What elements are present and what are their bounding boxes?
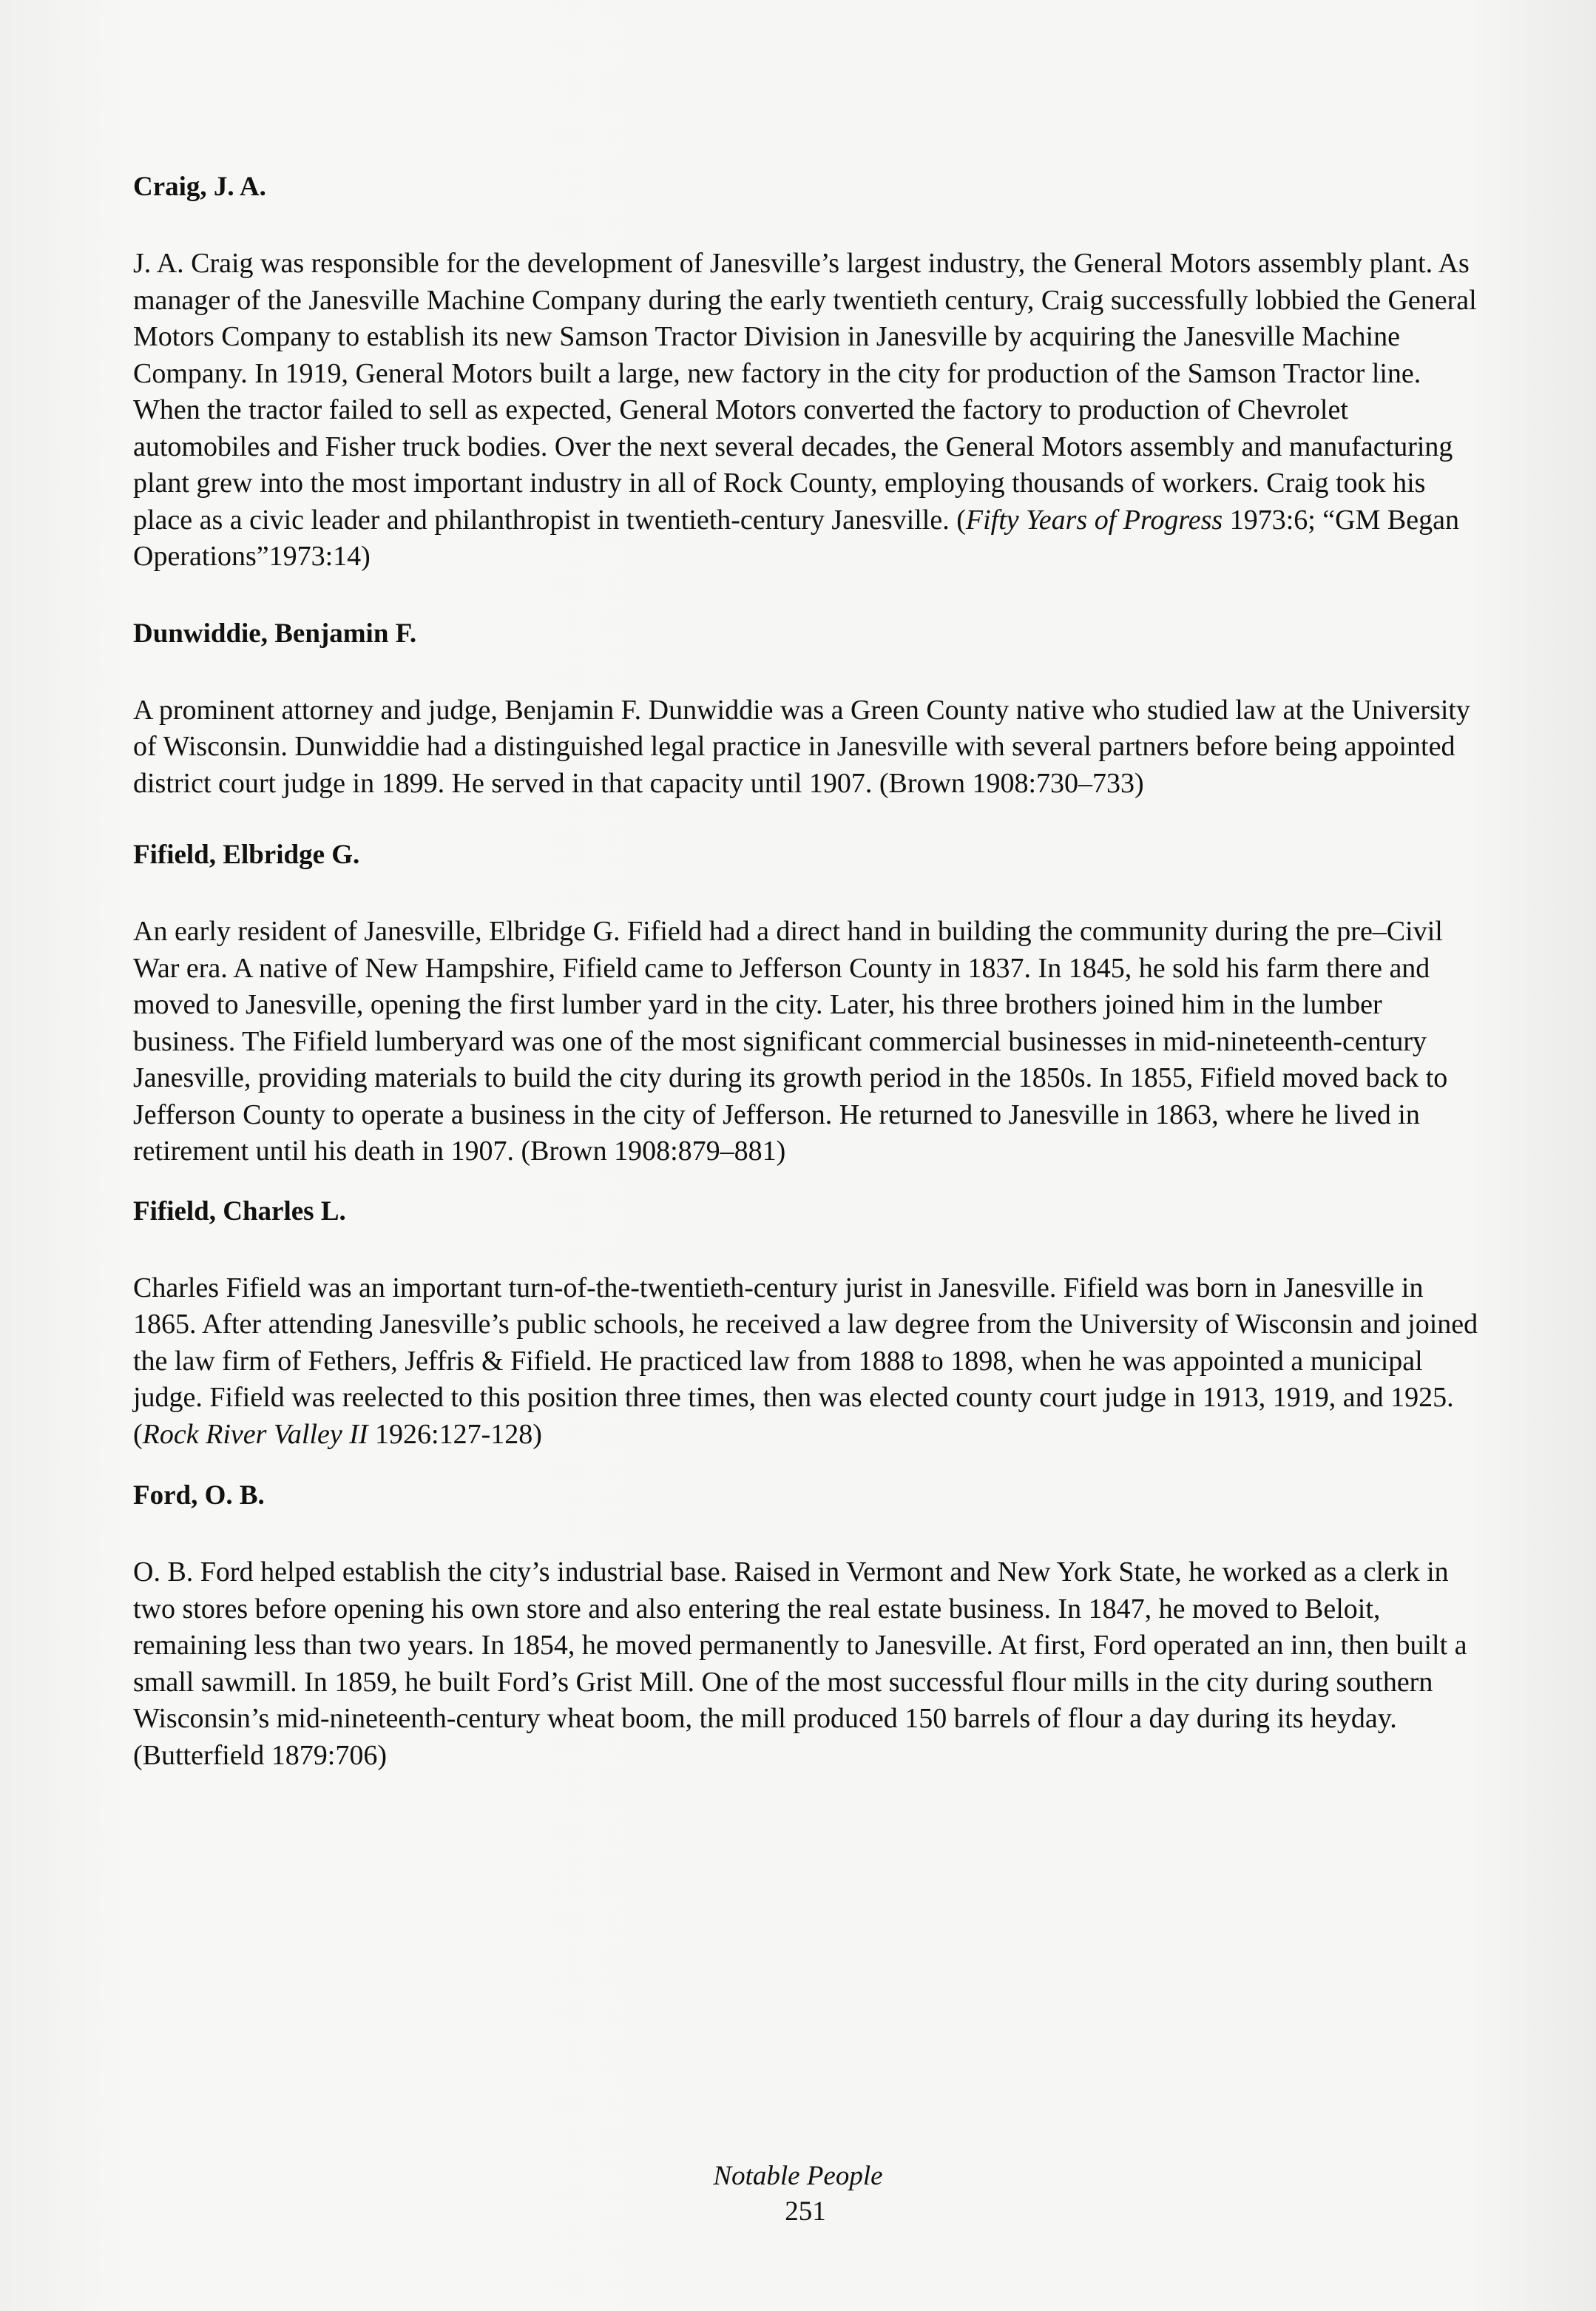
page-footer [0,2159,1596,2230]
entry-ford [133,1477,1479,1774]
entry-text: J. A. Craig was responsible for the development of Janesville’s largest industry, the General Motors assembly plant. As manager of the Janesville Machine Company during the early twentieth century, Craig successfully lobbied the General Motors Company to establish its new Samson Tractor Division in Janesville by acquiring the Janesville Machine Company. In 1919, General Motors built a large, new factory in the city for production of the Samson Tractor line. When the tractor failed to sell as expected, General Motors converted the factory to production of Chevrolet automobiles and Fisher truck bodies. Over the next several decades, the General Motors assembly and manufacturing plant grew into the most important industry in all of Rock County, employing thousands of workers. Craig took his place as a civic leader and philanthropist in twentieth-century Janesville. ( [133,248,1477,536]
citation-title: Rock River Valley II [142,1418,368,1450]
entry-body: An early resident of Janesville, Elbridge G. Fifield had a direct hand in building the community during the pre–Civil War era. A native of New Hampshire, Fifield came to Jefferson County in 1837. In 1845, he sold his farm there and moved to Janesville, opening the first lumber yard in the city. Later, his three brothers joined him in the lumber business. The Fifield lumberyard was one of the most significant commercial businesses in mid-nineteenth-century Janesville, providing materials to build the city during its growth period in the 1850s. In 1855, Fifield moved back to Jefferson County to operate a business in the city of Jefferson. He returned to Janesville in 1863, where he lived in retirement until his death in 1907. (Brown 1908:879–881) [133,916,1448,1167]
entry-heading: Fifield, Elbridge G. [133,840,360,870]
entry-heading: Fifield, Charles L. [133,1195,346,1227]
entry-body [133,1270,1479,1454]
entry-dunwiddie [133,615,1479,803]
entry-body [133,246,1479,576]
entry-heading: Ford, O. B. [133,1480,265,1511]
entry-text: Charles Fifield was an important turn-of-the-twentieth-century jurist in Janesville. Fifield was born in Janesville in 1865. After attending Janesville’s public schools, he received a law degree from the University of Wisconsin and joined the law firm of Fethers, Jeffris & Fifield. He practiced law from 1888 to 1898, when he was appointed a municipal judge. Fifield was reelected to this position three times, then was elected county court judge in 1913, 1919, and 1925. ( [133,1272,1478,1450]
page-number: 251 [785,2196,826,2227]
citation-title: Fifty Years of Progress [965,504,1223,536]
entries-column [133,169,1479,1774]
entry-text: 1973:6; “GM Began Operations”1973:14) [133,504,1459,572]
entry-heading: Craig, J. A. [133,172,266,202]
entry-craig [133,169,1479,576]
entry-heading: Dunwiddie, Benjamin F. [133,618,417,649]
footer-section-title: Notable People [713,2161,883,2191]
entry-text: 1926:127-128) [368,1418,542,1450]
entry-fifield-charles [133,1193,1479,1454]
entry-body: A prominent attorney and judge, Benjamin F. Dunwiddie was a Green County native who studied law at the University of Wisconsin. Dunwiddie had a distinguished legal practice in Janesville with several partners before being appointed district court judge in 1899. He served in that capacity until 1907. (Brown 1908:730–733) [133,694,1470,799]
entry-body: O. B. Ford helped establish the city’s industrial base. Raised in Vermont and New York State, he worked as a clerk in two stores before opening his own store and also entering the real estate business. In 1847, he moved to Beloit, remaining less than two years. In 1854, he moved permanently to Janesville. At first, Ford operated an inn, then built a small sawmill. In 1859, he built Ford’s Grist Mill. One of the most successful flour mills in the city during southern Wisconsin’s mid-nineteenth-century wheat boom, the mill produced 150 barrels of flour a day during its heyday. (Butterfield 1879:706) [133,1556,1467,1771]
entry-fifield-elbridge [133,837,1479,1170]
